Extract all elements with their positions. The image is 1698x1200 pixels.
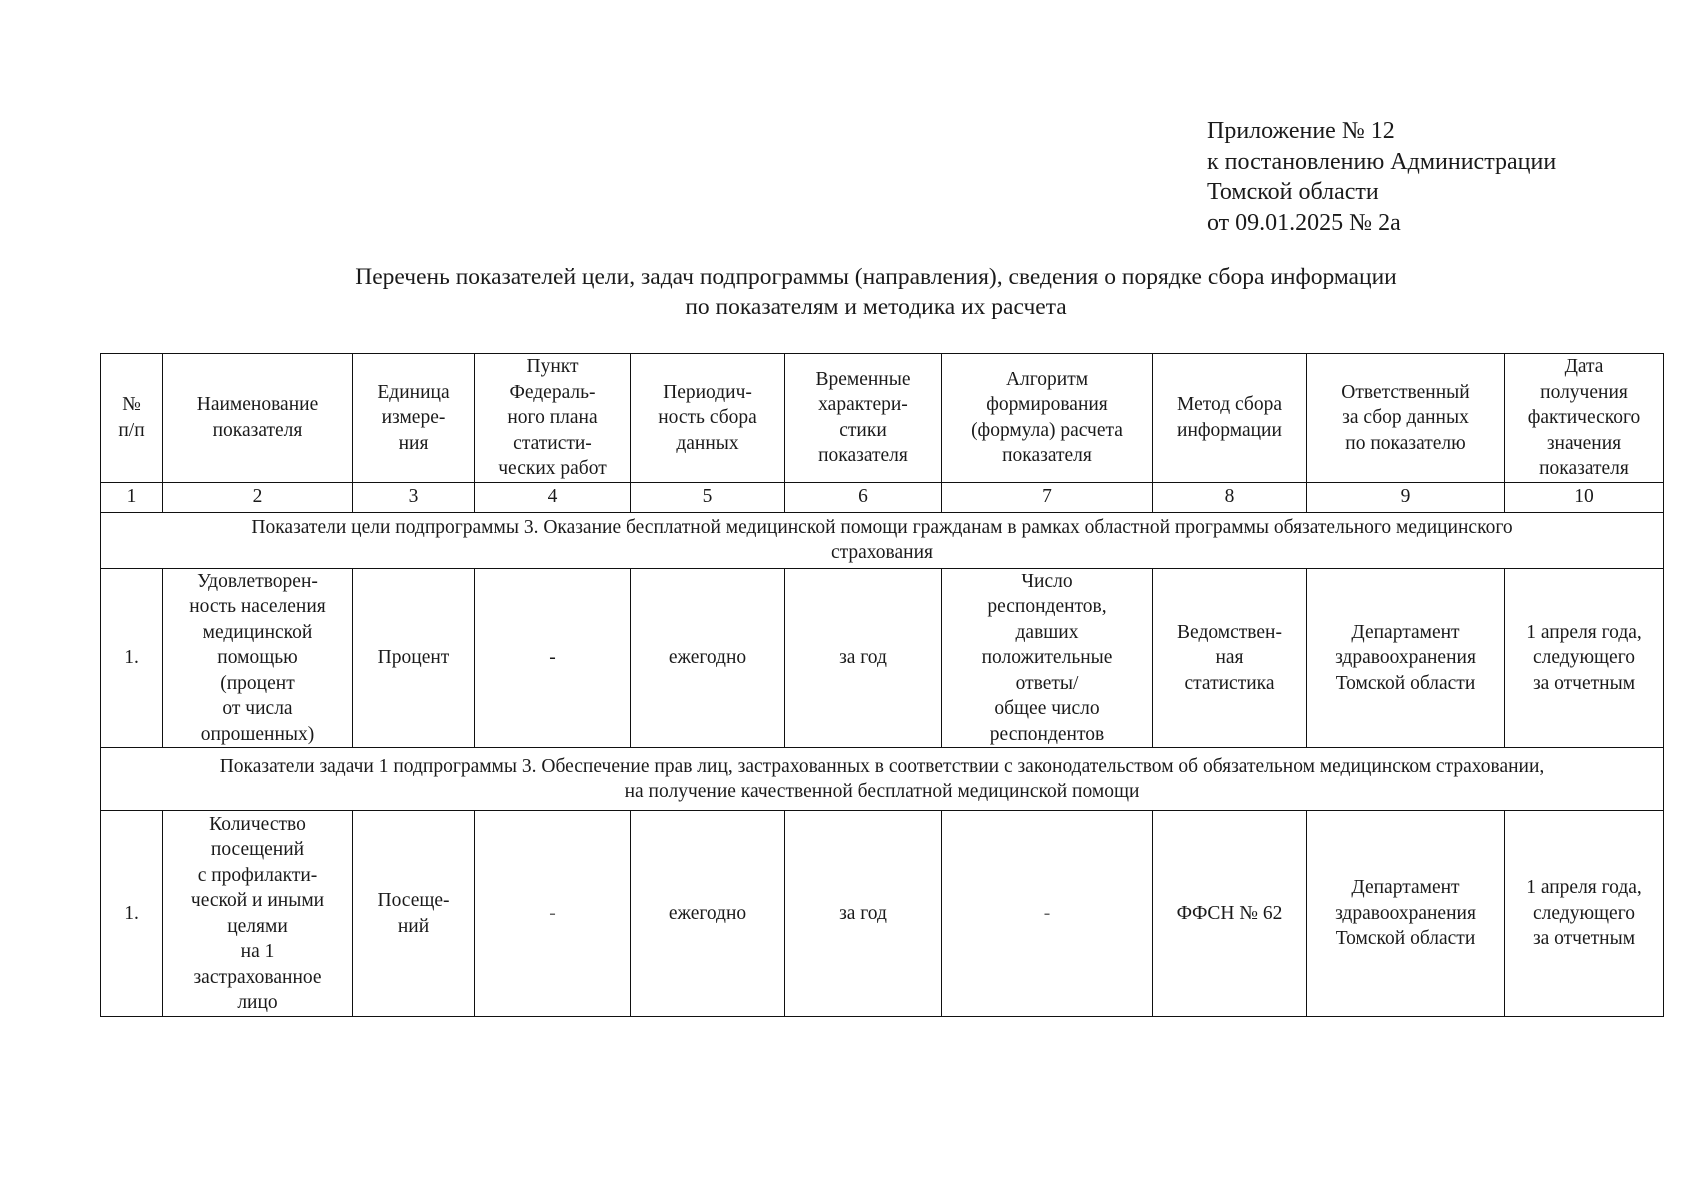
column-number-cell: 8 bbox=[1153, 482, 1307, 512]
responsible-cell: Департамент здравоохранения Томской области bbox=[1307, 811, 1505, 1017]
header-cell: Пункт Федераль- ного плана статисти- ческих работ bbox=[475, 354, 631, 483]
row-number-cell: 1. bbox=[101, 811, 163, 1017]
table-header-row bbox=[101, 354, 1664, 483]
header-cell: Метод сбора информации bbox=[1153, 354, 1307, 483]
appendix-block bbox=[1207, 116, 1556, 238]
column-number-cell: 4 bbox=[475, 482, 631, 512]
indicator-name-cell: Количество посещений с профилакти- ческой и иными целями на 1 застрахованное лицо bbox=[163, 811, 353, 1017]
algorithm-cell: - bbox=[942, 811, 1153, 1017]
plan-item-cell: - bbox=[475, 811, 631, 1017]
indicator-name-cell: Удовлетворен- ность населения медицинской помощью (процент от числа опрошенных) bbox=[163, 568, 353, 748]
column-number-cell: 7 bbox=[942, 482, 1153, 512]
table-row bbox=[101, 568, 1664, 748]
title-line: Перечень показателей цели, задач подпрограммы (направления), сведения о порядке сбора информации bbox=[355, 264, 1397, 290]
document-title bbox=[100, 262, 1652, 322]
header-cell: Наименование показателя bbox=[163, 354, 353, 483]
appendix-line: Приложение № 12 bbox=[1207, 118, 1395, 144]
header-cell: № п/п bbox=[101, 354, 163, 483]
table-row bbox=[101, 811, 1664, 1017]
collection-method-cell: Ведомствен- ная статистика bbox=[1153, 568, 1307, 748]
column-numbers-row bbox=[101, 482, 1664, 512]
algorithm-cell: Число респондентов, давших положительные ответы/ общее число респондентов bbox=[942, 568, 1153, 748]
column-number-cell: 1 bbox=[101, 482, 163, 512]
appendix-line: от 09.01.2025 № 2а bbox=[1207, 209, 1401, 236]
header-cell: Дата получения фактического значения показателя bbox=[1505, 354, 1664, 483]
header-cell: Ответственный за сбор данных по показателю bbox=[1307, 354, 1505, 483]
row-number-cell: 1. bbox=[101, 568, 163, 748]
unit-cell: Процент bbox=[353, 568, 475, 748]
header-cell: Периодич- ность сбора данных bbox=[631, 354, 785, 483]
column-number-cell: 10 bbox=[1505, 482, 1664, 512]
column-number-cell: 6 bbox=[785, 482, 942, 512]
column-number-cell: 2 bbox=[163, 482, 353, 512]
section-header-row bbox=[101, 512, 1664, 568]
header-cell: Временные характери- стики показателя bbox=[785, 354, 942, 483]
responsible-cell: Департамент здравоохранения Томской области bbox=[1307, 568, 1505, 748]
header-cell: Единица измере- ния bbox=[353, 354, 475, 483]
section-header-cell: Показатели задачи 1 подпрограммы 3. Обеспечение прав лиц, застрахованных в соответствии с законодательством об обязательном медицинском страховании, на получение качественной бесплатной медицинской помощи bbox=[101, 748, 1664, 811]
time-characteristics-cell: за год bbox=[785, 568, 942, 748]
column-number-cell: 5 bbox=[631, 482, 785, 512]
time-characteristics-cell: за год bbox=[785, 811, 942, 1017]
periodicity-cell: ежегодно bbox=[631, 568, 785, 748]
appendix-line: Томской области bbox=[1207, 179, 1379, 205]
section-header-row bbox=[101, 748, 1664, 811]
plan-item-cell: - bbox=[475, 568, 631, 748]
section-header-cell: Показатели цели подпрограммы 3. Оказание бесплатной медицинской помощи гражданам в рамках областной программы обязательного медицинского страхования bbox=[101, 512, 1664, 568]
title-line: по показателям и методика их расчета bbox=[685, 294, 1067, 320]
header-cell: Алгоритм формирования (формула) расчета показателя bbox=[942, 354, 1153, 483]
appendix-line: к постановлению Администрации bbox=[1207, 148, 1557, 175]
date-cell: 1 апреля года, следующего за отчетным bbox=[1505, 811, 1664, 1017]
date-cell: 1 апреля года, следующего за отчетным bbox=[1505, 568, 1664, 748]
collection-method-cell: ФФСН № 62 bbox=[1153, 811, 1307, 1017]
column-number-cell: 9 bbox=[1307, 482, 1505, 512]
periodicity-cell: ежегодно bbox=[631, 811, 785, 1017]
unit-cell: Посеще- ний bbox=[353, 811, 475, 1017]
indicators-table bbox=[100, 353, 1664, 1017]
column-number-cell: 3 bbox=[353, 482, 475, 512]
